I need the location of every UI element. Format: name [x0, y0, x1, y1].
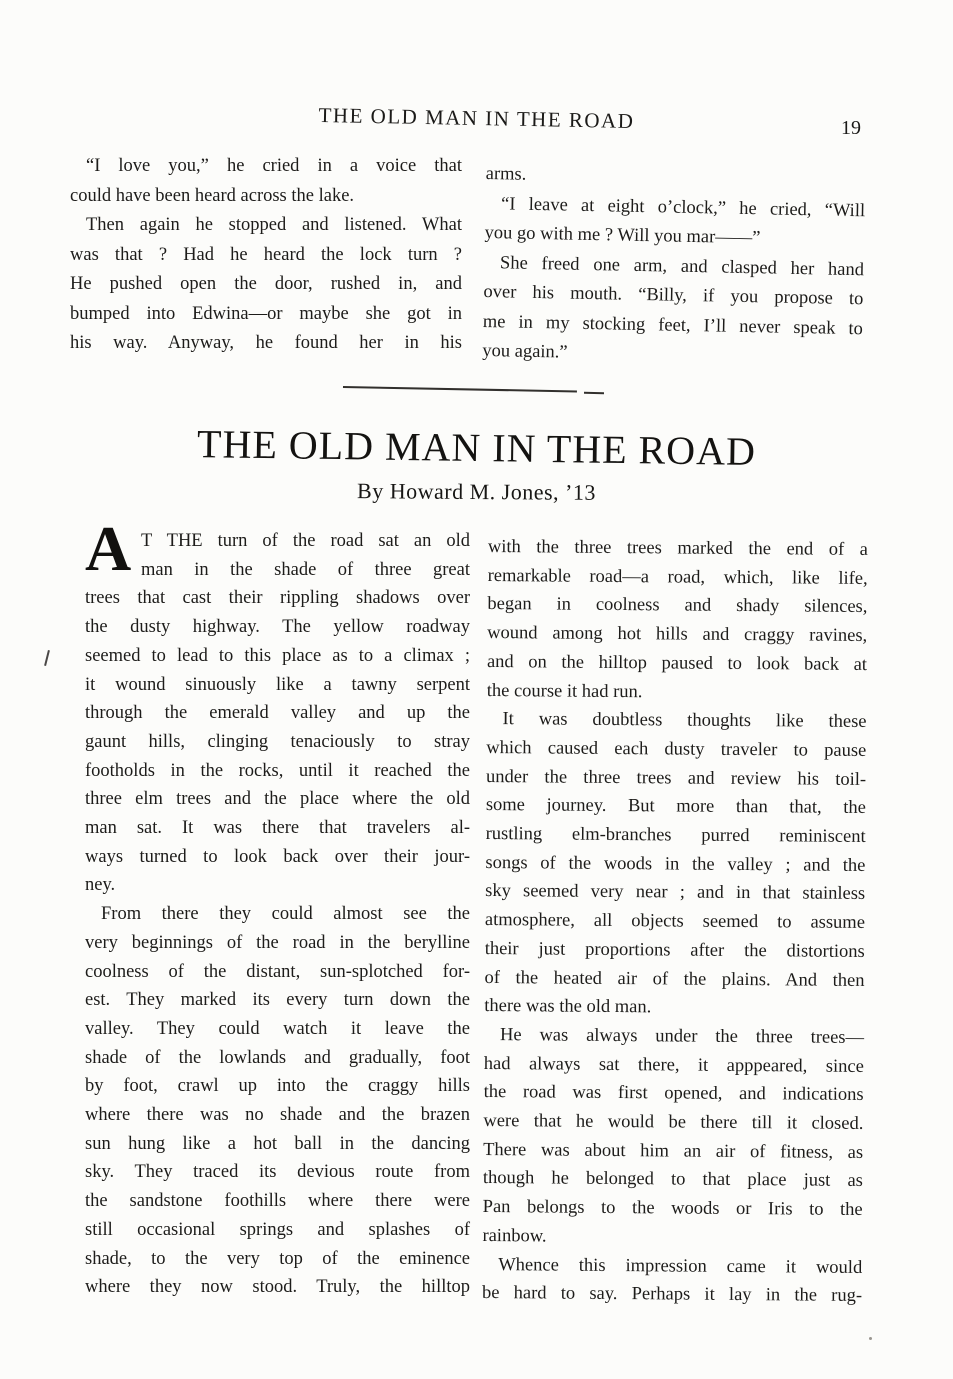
text-line: arms. [485, 163, 527, 185]
drop-cap: A [85, 513, 132, 584]
text-line: He pushed open the door, rushed in, and [70, 274, 462, 294]
text-line: you again.” [482, 340, 568, 363]
text-line: me in my stocking feet, I’ll never speak to [482, 311, 864, 339]
intro-left-column [70, 152, 462, 359]
text-line: sky seemed very near ; and in that stainless [485, 881, 866, 905]
text-line: you go with me ? Will you mar——” [484, 222, 761, 249]
text-line: ways turned to look back over their jour- [85, 846, 470, 867]
text-line: were that he would be there till it closed. [483, 1111, 864, 1135]
text-line: trees that cast their rippling shadows over [85, 588, 470, 609]
section-divider-rule [343, 386, 577, 392]
article-right-column [482, 533, 868, 1311]
text-line: gaunt hills, clinging tenaciously to stray [85, 731, 470, 752]
text-line: under the three trees and review his toil- [486, 766, 867, 790]
text-line: some journey. But more than that, the [485, 795, 866, 819]
text-line: the sandstone foothills where there were [85, 1191, 470, 1212]
text-line: sky. They traced its devious route from [85, 1162, 470, 1183]
text-line: He was always under the three trees— [499, 1025, 865, 1048]
text-line: remarkable road—a road, which, like life, [487, 565, 868, 589]
text-line: man sat. It was there that travelers al- [85, 818, 470, 839]
text-line: valley. They could watch it leave the [85, 1018, 470, 1039]
scan-speck-dot [869, 1337, 872, 1340]
text-line: over his mouth. “Billy, if you propose to [483, 281, 864, 310]
text-line: was that ? Had he heard the lock turn ? [70, 244, 462, 265]
text-line: Pan belongs to the woods or Iris to the [482, 1197, 863, 1221]
text-line: of the heated air of the plains. And then [484, 967, 865, 991]
text-line: very beginnings of the road in the berylline [85, 932, 470, 953]
article-left-column [85, 513, 470, 1302]
text-line: through the emerald valley and up the [85, 703, 470, 724]
text-line: seemed to lead to this place as to a climax ; [85, 645, 470, 666]
text-line: his way. Anyway, he found her in his [70, 333, 462, 353]
text-line: “I love you,” he cried in a voice that [86, 156, 462, 176]
text-line: Whence this impression came it would [498, 1254, 863, 1278]
text-line: where there was no shade and the brazen [85, 1105, 470, 1126]
text-line: still occasional springs and splashes of [85, 1219, 470, 1240]
text-line: be hard to say. Perhaps it lay in the rug- [481, 1283, 863, 1307]
text-line: and on the hilltop paused to look back at [486, 651, 868, 675]
text-line: their just proportions after the distortions [484, 938, 865, 962]
text-line: It was doubtless thoughts like these [502, 709, 867, 733]
text-line: bumped into Edwina—or maybe she got in [70, 303, 462, 324]
text-line: songs of the woods in the valley ; and the [485, 852, 866, 876]
text-line: shade of the lowlands and gradually, foot [85, 1047, 470, 1068]
text-line: shade, to the very top of the eminence [85, 1248, 470, 1269]
intro-right-column [482, 160, 866, 374]
scan-speck-margin [44, 650, 50, 666]
text-line: From there they could almost see the [101, 904, 470, 925]
text-line: could have been heard across the lake. [70, 185, 355, 206]
section-divider-dash [584, 392, 604, 394]
text-line: man in the shade of three great [141, 559, 470, 580]
text-line: there was the old man. [484, 996, 652, 1018]
text-line: by foot, crawl up into the craggy hills [85, 1076, 470, 1097]
text-line: rustling elm-branches purred reminiscent [485, 824, 866, 848]
text-line: ney. [85, 875, 116, 896]
running-head: THE OLD MAN IN THE ROAD [318, 102, 635, 134]
text-line: though he belonged to that place just as [482, 1168, 863, 1192]
text-line: which caused each dusty traveler to pause [486, 737, 867, 761]
text-line: coolness of the distant, sun-splotched for- [85, 961, 470, 982]
text-line: footholds in the rocks, until it reached the [85, 760, 470, 781]
text-line: three elm trees and the place where the old [85, 789, 470, 810]
text-line: Then again he stopped and listened. What [86, 215, 462, 235]
text-line: where they now stood. Truly, the hilltop [85, 1277, 470, 1298]
text-line: wound among hot hills and craggy ravines, [487, 623, 868, 647]
text-line: rainbow. [482, 1225, 547, 1247]
text-line: began in coolness and shady silences, [487, 594, 868, 618]
text-line: T THE turn of the road sat an old [141, 531, 470, 551]
text-line: atmosphere, all objects seemed to assume [484, 910, 866, 934]
article-title: THE OLD MAN IN THE ROAD [196, 421, 757, 474]
text-line: the road was first opened, and indications [483, 1082, 864, 1106]
text-line: There was about him an air of fitness, as [483, 1139, 864, 1163]
text-line: had always sat there, it apppeared, since [483, 1053, 864, 1077]
text-line: She freed one arm, and clasped her hand [499, 252, 865, 280]
text-line: the course it had run. [486, 680, 643, 702]
article-left-lines [85, 513, 470, 1302]
article-byline: By Howard M. Jones, ’13 [356, 478, 596, 505]
text-line: sun hung like a hot ball in the dancing [85, 1133, 470, 1154]
text-line: it wound sinuously like a tawny serpent [85, 674, 470, 695]
text-line: est. They marked its every turn down the [85, 990, 470, 1011]
text-line: with the three trees marked the end of a [487, 536, 868, 560]
page-number: 19 [841, 117, 861, 139]
text-line: the dusty highway. The yellow roadway [85, 617, 470, 638]
text-line: “I leave at eight o’clock,” he cried, “Will [500, 193, 866, 221]
